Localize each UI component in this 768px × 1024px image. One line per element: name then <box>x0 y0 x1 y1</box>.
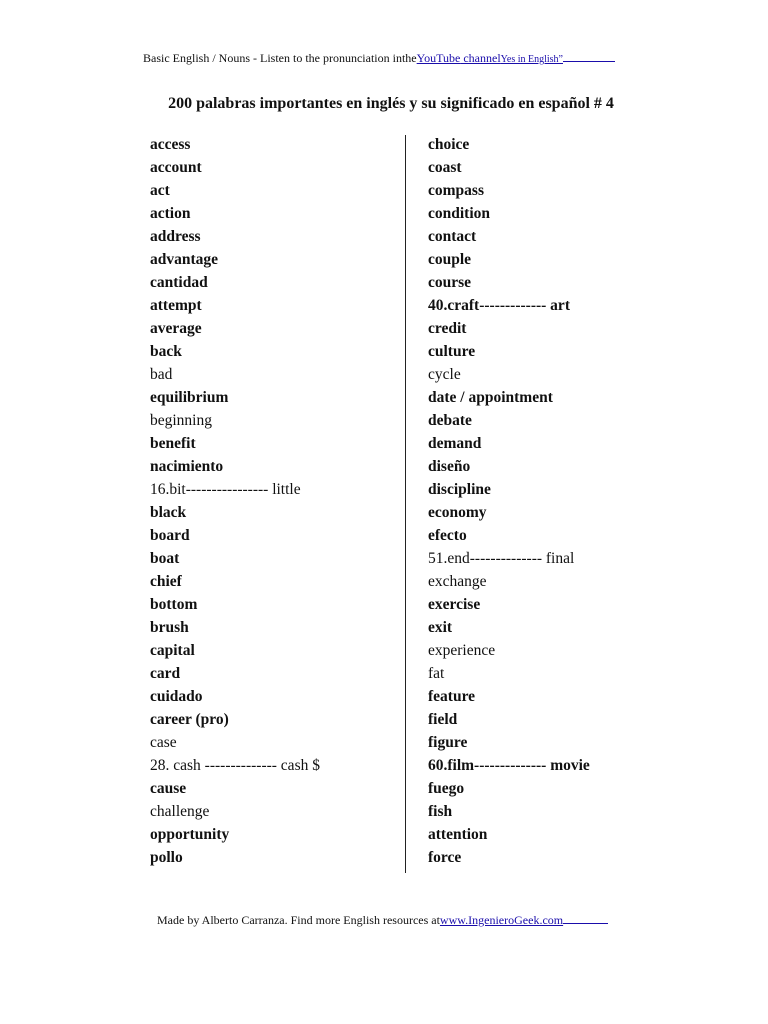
word-item: advantage <box>150 251 219 268</box>
word-item: average <box>150 320 202 337</box>
word-item: 51.end-------------- final <box>428 550 575 567</box>
page-footer <box>157 912 608 928</box>
page-title: 200 palabras importantes en inglés y su significado en español # 4 <box>168 95 614 112</box>
word-item: action <box>150 205 191 222</box>
word-item: figure <box>428 734 468 751</box>
word-item: beginning <box>150 412 212 429</box>
link-underline-trail <box>563 51 615 62</box>
word-item: benefit <box>150 435 196 452</box>
footer-text: Made by Alberto Carranza. Find more English resources at <box>157 913 440 927</box>
word-list-left <box>150 133 320 869</box>
word-item: choice <box>428 136 470 153</box>
word-item: 16.bit---------------- little <box>150 481 301 498</box>
word-item: compass <box>428 182 484 199</box>
word-item: economy <box>428 504 487 521</box>
word-item: culture <box>428 343 476 360</box>
word-item: back <box>150 343 182 360</box>
word-item: pollo <box>150 849 183 866</box>
word-item: 40.craft------------- art <box>428 297 570 314</box>
word-item: address <box>150 228 201 245</box>
word-item: date / appointment <box>428 389 553 406</box>
word-item: black <box>150 504 187 521</box>
word-item: attempt <box>150 297 202 314</box>
word-item: cause <box>150 780 187 797</box>
website-link[interactable]: www.IngenieroGeek.com <box>439 913 564 927</box>
word-item: couple <box>428 251 472 268</box>
word-item: bad <box>150 366 173 383</box>
word-item: contact <box>428 228 477 245</box>
word-item: challenge <box>150 803 210 820</box>
word-item: discipline <box>428 481 491 498</box>
word-item: fish <box>428 803 453 820</box>
word-item: cycle <box>428 366 461 383</box>
word-item: chief <box>150 573 182 590</box>
header-text: Basic English / Nouns - Listen to the pronunciation inthe <box>143 51 417 65</box>
word-item: equilibrium <box>150 389 229 406</box>
word-item: opportunity <box>150 826 230 843</box>
word-item: cantidad <box>150 274 208 291</box>
word-item: fat <box>428 665 445 682</box>
word-item: boat <box>150 550 180 567</box>
word-item: cuidado <box>150 688 203 705</box>
word-item: course <box>428 274 472 291</box>
channel-link[interactable]: channel <box>460 51 501 65</box>
word-item: exercise <box>428 596 481 613</box>
word-item: bottom <box>150 596 198 613</box>
word-item: fuego <box>428 780 465 797</box>
word-item: attention <box>428 826 488 843</box>
word-item: coast <box>428 159 462 176</box>
word-item: condition <box>428 205 491 222</box>
word-item: diseño <box>428 458 471 475</box>
word-item: capital <box>150 642 195 659</box>
word-item: exchange <box>428 573 487 590</box>
word-item: brush <box>150 619 189 636</box>
word-item: efecto <box>428 527 467 544</box>
word-item: case <box>150 734 177 751</box>
word-item: board <box>150 527 190 544</box>
word-item: demand <box>428 435 482 452</box>
word-item: card <box>150 665 181 682</box>
channel-name-link[interactable]: Yes in English” <box>500 54 563 65</box>
word-item: nacimiento <box>150 458 224 475</box>
word-item: field <box>428 711 458 728</box>
word-item: debate <box>428 412 472 429</box>
word-item: exit <box>428 619 453 636</box>
word-item: force <box>428 849 462 866</box>
word-list-right <box>428 133 590 869</box>
word-item: feature <box>428 688 476 705</box>
word-item: act <box>150 182 170 199</box>
word-item: access <box>150 136 191 153</box>
link-underline-trail <box>563 913 608 924</box>
word-item: 28. cash -------------- cash $ <box>150 757 320 774</box>
word-item: 60.film-------------- movie <box>428 757 590 774</box>
word-item: account <box>150 159 202 176</box>
word-item: career (pro) <box>150 711 229 728</box>
youtube-link[interactable]: YouTube <box>416 51 461 65</box>
word-item: credit <box>428 320 467 337</box>
page-header <box>143 50 615 68</box>
column-divider <box>405 135 406 873</box>
word-item: experience <box>428 642 496 659</box>
